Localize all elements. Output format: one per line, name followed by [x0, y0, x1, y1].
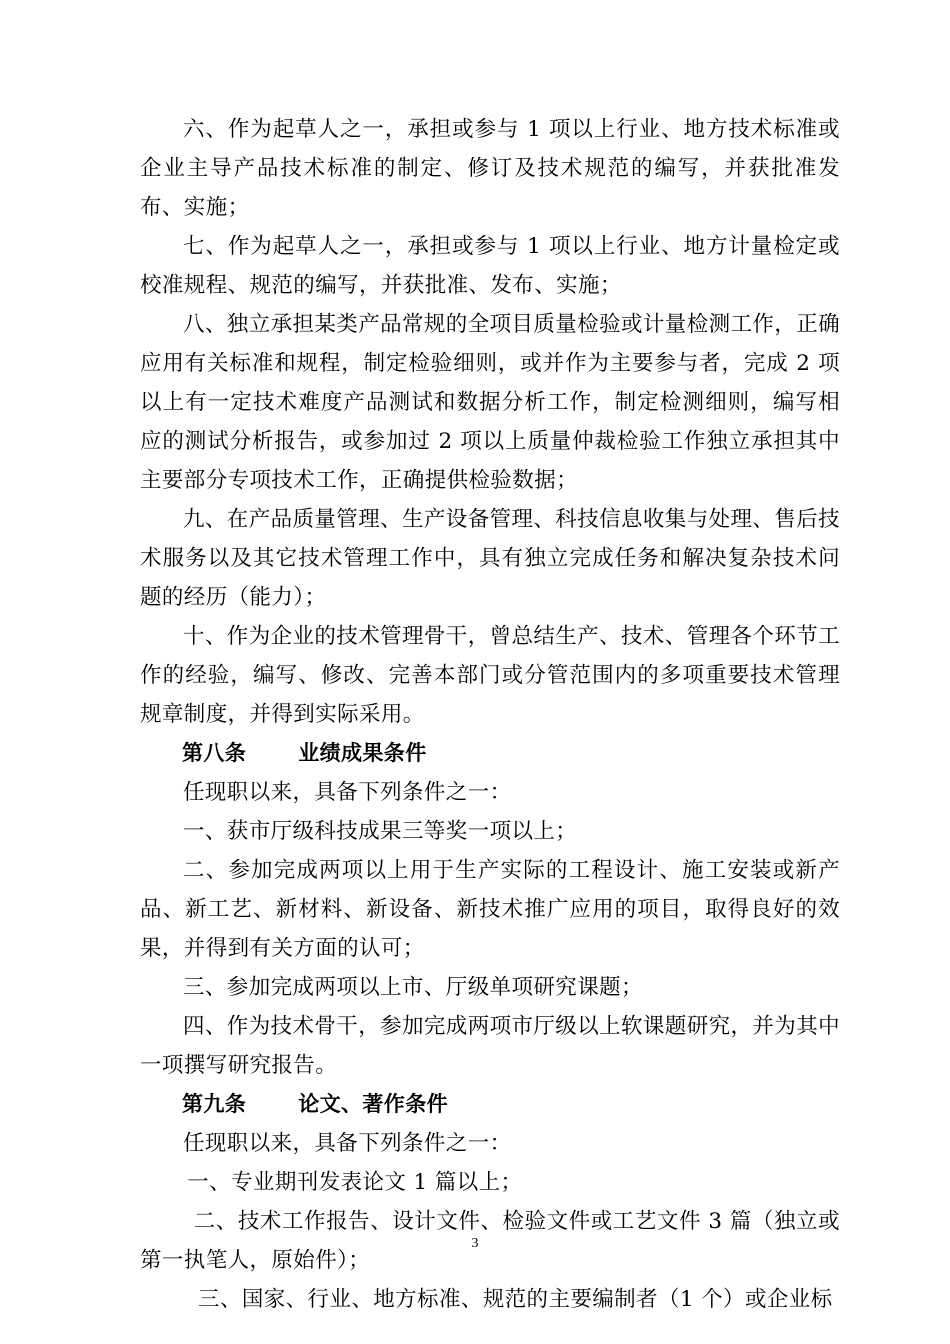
article-8-title: 业绩成果条件 — [298, 741, 427, 765]
article-9-title: 论文、著作条件 — [298, 1092, 449, 1116]
paragraph-item-8: 八、独立承担某类产品常规的全项目质量检验或计量检测工作，正确应用有关标准和规程，制定检验细则，或并作为主要参与者，完成 2 项以上有一定技术难度产品测试和数据分析工作，制定检测细则，编写相应的测试分析报告，或参加过 2 项以上质量仲裁检验工作独立承担其中主要部分专项技术工作，正确提供检验数据； — [140, 312, 841, 493]
paragraph-item-10: 十、作为企业的技术管理骨干，曾总结生产、技术、管理各个环节工作的经验，编写、修改、完善本部门或分管范围内的多项重要技术管理规章制度，并得到实际采用。 — [140, 624, 841, 727]
article-9-item-3: 三、国家、行业、地方标准、规范的主要编制者（1 个）或企业标 — [198, 1287, 833, 1312]
article-8-number: 第八条 — [182, 741, 247, 765]
article-8-item-4: 四、作为技术骨干，参加完成两项市厅级以上软课题研究，并为其中一项撰写研究报告。 — [140, 1014, 841, 1078]
page-number: 3 — [471, 1236, 479, 1251]
article-8-intro: 任现职以来，具备下列条件之一： — [183, 780, 512, 805]
document-body — [140, 110, 840, 1319]
paragraph-item-7: 七、作为起草人之一，承担或参与 1 项以上行业、地方计量检定或校准规程、规范的编写，并获批准、发布、实施； — [140, 234, 840, 298]
article-9-intro: 任现职以来，具备下列条件之一： — [183, 1131, 512, 1156]
article-9-heading — [140, 1085, 840, 1124]
paragraph-item-9: 九、在产品质量管理、生产设备管理、科技信息收集与处理、售后技术服务以及其它技术管理工作中，具有独立完成任务和解决复杂技术问题的经历（能力）； — [140, 507, 841, 610]
paragraph-item-6: 六、作为起草人之一，承担或参与 1 项以上行业、地方技术标准或企业主导产品技术标准的制定、修订及技术规范的编写，并获批准发布、实施； — [140, 117, 840, 220]
article-8-item-1: 一、获市厅级科技成果三等奖一项以上； — [183, 819, 578, 844]
article-9-item-2: 二、技术工作报告、设计文件、检验文件或工艺文件 3 篇（独立或第一执笔人，原始件）； — [140, 1209, 840, 1273]
article-9-number: 第九条 — [182, 1092, 247, 1116]
article-9-item-1: 一、专业期刊发表论文 1 篇以上； — [187, 1170, 523, 1195]
article-8-item-2: 二、参加完成两项以上用于生产实际的工程设计、施工安装或新产品、新工艺、新材料、新设备、新技术推广应用的项目，取得良好的效果，并得到有关方面的认可； — [140, 858, 840, 961]
article-8-item-3: 三、参加完成两项以上市、厅级单项研究课题； — [183, 975, 643, 1000]
article-8-heading — [140, 734, 840, 773]
